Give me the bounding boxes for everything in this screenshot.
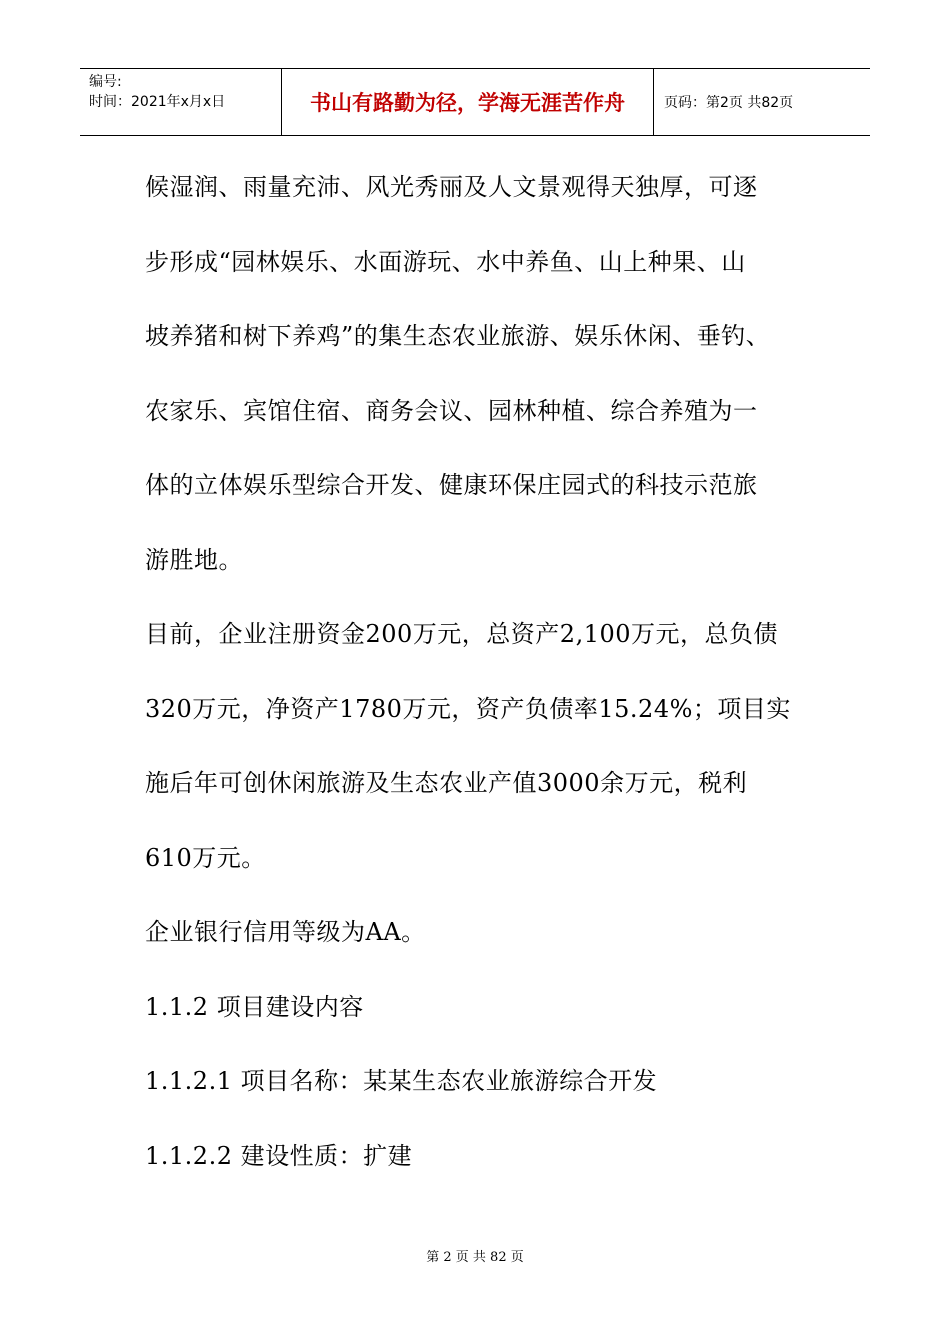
page-footer: 第 2 页 共 82 页 xyxy=(426,1250,524,1265)
body-line: 施后年可创休闲旅游及生态农业产值3000余万元，税利 xyxy=(145,769,748,797)
body-line: 候湿润、雨量充沛、风光秀丽及人文景观得天独厚，可逐 xyxy=(145,173,758,201)
body-line: 目前，企业注册资金200万元，总资产2,100万元，总负债 xyxy=(145,620,779,648)
section-heading: 1.1.2 项目建设内容 xyxy=(145,992,364,1021)
section-subheading: 1.1.2.1 项目名称：某某生态农业旅游综合开发 xyxy=(145,1067,658,1095)
body-line: 游胜地。 xyxy=(145,545,243,574)
document-time-label: 时间：2021年x月x日 xyxy=(89,94,226,110)
header-motto: 书山有路勤为径，学海无涯苦作舟 xyxy=(282,69,654,135)
header-page-code: 页码：第2页 共82页 xyxy=(664,95,794,111)
body-line: 企业银行信用等级为AA。 xyxy=(145,918,426,946)
body-line: 农家乐、宾馆住宿、商务会议、园林种植、综合养殖为一 xyxy=(145,396,758,425)
body-line: 步形成“园林娱乐、水面游玩、水中养鱼、山上种果、山 xyxy=(145,247,746,276)
body-line: 坡养猪和树下养鸡”的集生态农业旅游、娱乐休闲、垂钓、 xyxy=(145,322,771,350)
body-line: 体的立体娱乐型综合开发、健康环保庄园式的科技示范旅 xyxy=(145,471,758,499)
document-number-label: 编号: xyxy=(89,74,122,90)
body-line: 320万元，净资产1780万元，资产负债率15.24%；项目实 xyxy=(145,694,791,723)
header-meta xyxy=(80,69,282,135)
document-body xyxy=(145,150,825,1193)
body-line: 610万元。 xyxy=(145,843,266,872)
section-subheading: 1.1.2.2 建设性质：扩建 xyxy=(145,1141,413,1170)
document-header xyxy=(80,68,870,136)
